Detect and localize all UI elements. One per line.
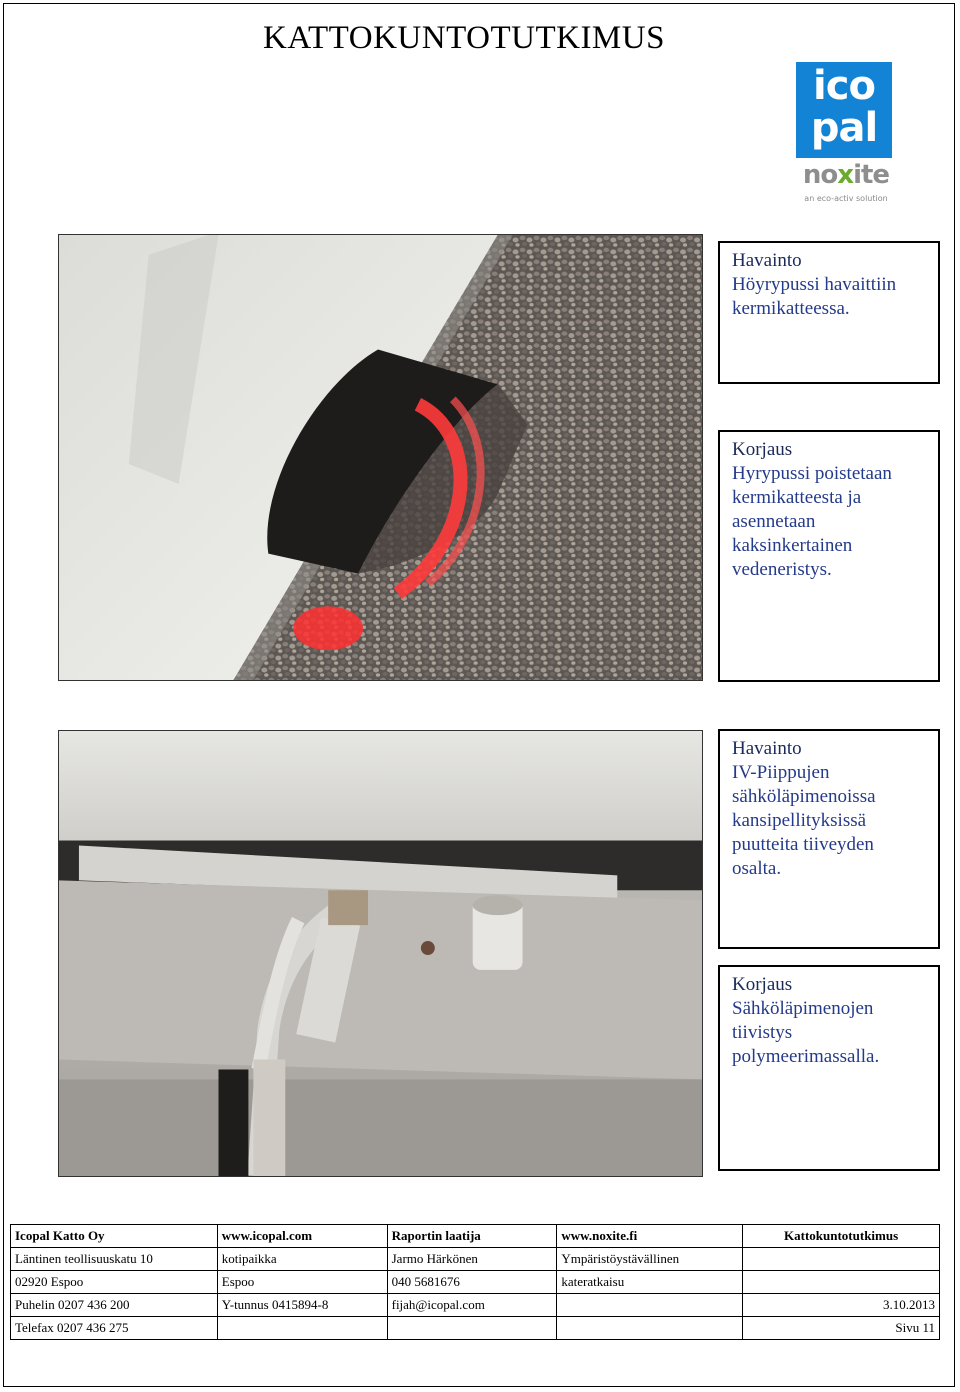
logo-tagline: an eco-activ solution <box>804 194 888 203</box>
observation-heading-2: Havainto <box>732 738 802 759</box>
footer-author-name: Jarmo Härkönen <box>387 1248 557 1271</box>
footer-table <box>10 1224 940 1340</box>
roof-blister-photo <box>58 234 703 681</box>
repair-text-2: Sähköläpimenojen tiivistys polymeerimassalla. <box>732 998 880 1067</box>
observation-text-1: Höyrypussi havaittiin kermikatteessa. <box>732 274 897 319</box>
logo-text-pal: pal <box>810 105 878 151</box>
observation-heading-1: Havainto <box>732 250 802 271</box>
footer-empty-cell <box>743 1248 940 1271</box>
footer-doc-type: Kattokuntotutkimus <box>743 1225 940 1248</box>
footer-empty-cell <box>217 1317 387 1340</box>
cable-penetration-photo <box>58 730 703 1177</box>
noxite-part-x: x <box>837 160 854 190</box>
footer-icopal-url[interactable]: www.icopal.com <box>217 1225 387 1248</box>
footer-row <box>11 1271 940 1294</box>
footer-author-label: Raportin laatija <box>387 1225 557 1248</box>
footer-business-id: Y-tunnus 0415894-8 <box>217 1294 387 1317</box>
footer-row <box>11 1225 940 1248</box>
noxite-part-a: no <box>802 160 838 190</box>
footer-row <box>11 1248 940 1271</box>
repair-heading-2: Korjaus <box>732 974 793 995</box>
footer-empty-cell <box>387 1317 557 1340</box>
footer-fax: Telefax 0207 436 275 <box>11 1317 218 1340</box>
observation-box-1 <box>718 241 940 384</box>
footer-empty-cell <box>557 1317 743 1340</box>
footer-address: Läntinen teollisuuskatu 10 <box>11 1248 218 1271</box>
footer-company: Icopal Katto Oy <box>11 1225 218 1248</box>
footer-domicile-label: kotipaikka <box>217 1248 387 1271</box>
repair-box-2 <box>718 965 940 1171</box>
logo-text-ico: ico <box>813 63 875 109</box>
footer-row <box>11 1317 940 1340</box>
footer-author-phone: 040 5681676 <box>387 1271 557 1294</box>
footer-eco-line1: Ympäristöystävällinen <box>557 1248 743 1271</box>
observation-box-2 <box>718 729 940 949</box>
page-border <box>3 3 955 1387</box>
footer-page-number: Sivu 11 <box>743 1317 940 1340</box>
footer-empty-cell <box>557 1294 743 1317</box>
repair-text-1: Hyrypussi poistetaan kermikatteesta ja asennetaan kaksinkertainen vedeneristys. <box>732 463 892 580</box>
repair-box-1 <box>718 430 940 682</box>
footer-domicile: Espoo <box>217 1271 387 1294</box>
icopal-noxite-logo <box>796 62 900 204</box>
footer-author-email[interactable]: fijah@icopal.com <box>387 1294 557 1317</box>
footer-phone: Puhelin 0207 436 200 <box>11 1294 218 1317</box>
footer-eco-line2: kateratkaisu <box>557 1271 743 1294</box>
footer-row <box>11 1294 940 1317</box>
footer-empty-cell <box>743 1271 940 1294</box>
footer-date: 3.10.2013 <box>743 1294 940 1317</box>
observation-text-2: IV-Piippujen sähköläpimenoissa kansipellityksissä puutteita tiiveyden osalta. <box>732 762 876 879</box>
footer-postal: 02920 Espoo <box>11 1271 218 1294</box>
footer-noxite-url[interactable]: www.noxite.fi <box>557 1225 743 1248</box>
noxite-part-b: ite <box>853 160 890 190</box>
noxite-logo <box>796 160 896 190</box>
page-title: KATTOKUNTOTUTKIMUS <box>263 20 665 56</box>
repair-heading-1: Korjaus <box>732 439 793 460</box>
